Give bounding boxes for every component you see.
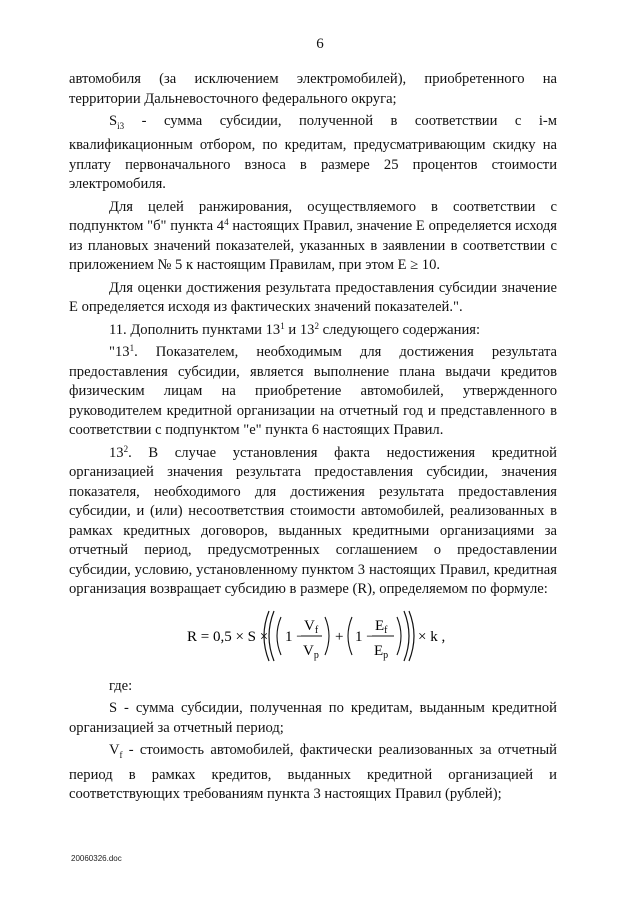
inner-paren-2-left [348, 617, 352, 655]
p131-text-b: . Показателем, необходимым для достижения результата предоставления субсидии, является выполнение плана выдачи кредитов физическим лицам на приобретение автомобилей, утвержденного руководителем кредитной организации на отчетный год и представленного в соответствии с подпунктом "е" пункта 6 настоящих Правил. [69, 344, 557, 439]
p11-text-b: и 13 [284, 321, 315, 338]
outer-paren-right-2 [409, 611, 414, 661]
formula-ep: $E_p$ [374, 642, 389, 661]
p132-text-a: 13 [109, 444, 124, 461]
p11-text-a: 11. Дополнить пунктами 13 [109, 321, 281, 338]
ranking-text-b: настоящих Правил, значение E определяется исходя из плановых значений показателей, указанных в заявлении в соответствии с приложением № 5 к настоящим Правилам, при этом E ≥ 10. [69, 218, 557, 274]
formula-vp: $V_p$ [303, 642, 319, 661]
paragraph-si-definition [69, 112, 557, 195]
formula-plus: + [335, 628, 344, 645]
si-text: - сумма субсидии, полученной в соответствии с i-м квалификационным отбором, по кредитам, предусматривающим скидку на уплату первоначального взноса в размере 25 процентов стоимости электромобиля. [69, 113, 557, 193]
formula-vf: $V_f$ [304, 617, 319, 636]
vf-symbol: V [109, 742, 120, 759]
p131-sup: 1 [129, 343, 135, 354]
p132-text-b: . В случае установления факта недостижения кредитной организацией значения результата предоставления субсидии, значения показателя, необходимого для достижения результата предоставления субсидии, и (или) несоответствия стоимости автомобилей, реализованных в рамках кредитных договоров, выданных кредитными организациями за отчетный период, предусмотренных соглашением о предоставлении субсидии, условию, установленному пунктом 3 настоящих Правил, кредитная организация возвращает субсидию в размере (R), определяемом по формуле: [69, 444, 557, 598]
formula-lhs: R = 0,5 × S × [187, 628, 269, 645]
formula-tail: × k , [418, 628, 446, 645]
paragraph-11 [69, 321, 557, 341]
paragraph-s-definition: S - сумма субсидии, полученная по кредитам, выданным кредитной организацией за отчетный период; [69, 700, 557, 736]
document-body [69, 70, 557, 808]
paragraph-continuation: автомобиля (за исключением электромобилей), приобретенного на территории Дальневосточного федерального округа; [69, 71, 557, 107]
vf-text: - стоимость автомобилей, фактически реализованных за отчетный период в рамках кредитов, выданных кредитной организацией и соответствующих требованиям пункта 3 настоящих Правил (рублей); [69, 742, 557, 803]
paragraph-where: где: [109, 677, 133, 694]
formula-one-b: 1 − [355, 628, 375, 645]
formula-one-a: 1 − [285, 628, 305, 645]
paragraph-vf-definition [69, 741, 557, 804]
si-symbol: S [109, 113, 118, 129]
si-subscript: i3 [117, 120, 125, 131]
outer-paren-left-2 [269, 611, 274, 661]
p11-text-c: следующего содержания: [318, 321, 481, 338]
formula-ef: $E_f$ [375, 617, 388, 636]
inner-paren-1-left [277, 617, 281, 655]
page-number: 6 [316, 36, 324, 52]
vf-subscript: f [119, 750, 123, 761]
p131-text-a: "13 [109, 344, 130, 361]
formula-svg [187, 603, 457, 669]
footer-filename: 20060326.doc [71, 854, 122, 863]
p132-sup: 2 [123, 443, 129, 454]
outer-paren-right [404, 611, 409, 661]
p11-sup-2: 2 [314, 320, 319, 331]
ranking-sup: 4 [224, 217, 229, 228]
paragraph-ranking [69, 198, 557, 276]
paragraph-evaluation: Для оценки достижения результата предоставления субсидии значение E определяется исходя из фактических значений показателей.". [69, 279, 557, 316]
inner-paren-2-right [397, 617, 401, 655]
formula-block [69, 603, 557, 669]
inner-paren-1-right [325, 617, 329, 655]
p11-sup-1: 1 [280, 320, 285, 331]
ranking-text-a: Для целей ранжирования, осуществляемого в соответствии с подпунктом "б" пункта 4 [69, 198, 557, 235]
paragraph-13-2 [69, 444, 557, 600]
paragraph-13-1 [69, 343, 557, 441]
